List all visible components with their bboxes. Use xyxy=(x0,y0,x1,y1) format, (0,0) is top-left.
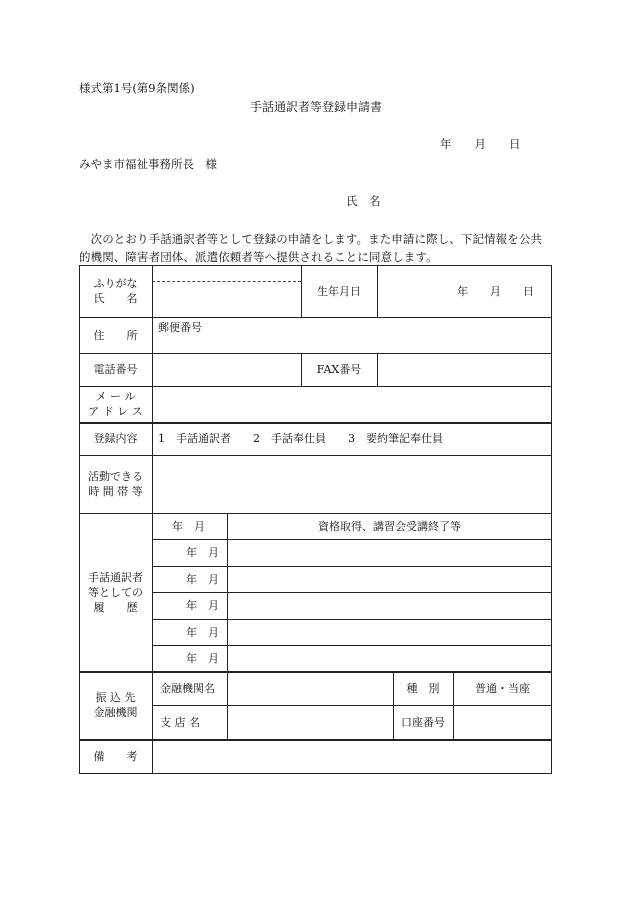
activity-time-label-line2: 時 間 帯 等 xyxy=(88,485,143,498)
account-type-field[interactable]: 普通・当座 xyxy=(475,681,530,695)
bank-label-line1: 振 込 先 xyxy=(95,691,136,704)
birthdate-label: 生年月日 xyxy=(317,284,361,298)
history-row-date[interactable]: 年 月 xyxy=(186,599,219,612)
consent-statement: 次のとおり手話通訳者等として登録の申請をします。また申請に際し、下記情報を公共的機関、障害者団体、派遣依頼者等へ提供されることに同意します。 xyxy=(79,232,543,264)
postal-code-label: 郵便番号 xyxy=(158,321,202,334)
email-field[interactable] xyxy=(152,386,552,422)
history-header-date: 年 月 xyxy=(172,519,205,533)
application-date: 年 月 日 xyxy=(440,137,521,151)
address-field[interactable] xyxy=(152,317,552,353)
phone-label: 電話番号 xyxy=(93,363,138,376)
branch-name-label: 支 店 名 xyxy=(160,715,200,729)
registration-label: 登録内容 xyxy=(93,432,138,445)
fax-field[interactable] xyxy=(377,353,552,386)
birthdate-field[interactable]: 年 月 日 xyxy=(457,284,534,298)
phone-field[interactable] xyxy=(152,353,301,386)
history-row-date[interactable]: 年 月 xyxy=(186,651,219,665)
document-title: 手話通訳者等登録申請書 xyxy=(250,100,383,114)
history-row-content[interactable] xyxy=(227,592,552,619)
remarks-field[interactable] xyxy=(152,739,552,774)
bank-label-cell xyxy=(79,671,152,739)
applicant-name-label: 氏 名 xyxy=(346,194,381,208)
account-number-label: 口座番号 xyxy=(401,715,445,729)
activity-time-label-cell xyxy=(79,455,152,513)
name-field[interactable] xyxy=(153,282,301,317)
bank-label-line2: 金融機関 xyxy=(93,706,138,719)
history-row-date[interactable]: 年 月 xyxy=(186,572,219,586)
name-label: 氏 名 xyxy=(93,292,138,305)
furigana-label: ふりがな xyxy=(93,277,138,290)
email-label-line2: ア ド レ ス xyxy=(88,405,143,418)
registration-options[interactable]: 1 手話通訳者 2 手話奉仕員 3 要約筆記奉仕員 xyxy=(158,432,443,445)
name-label-cell xyxy=(79,265,152,317)
email-label-cell xyxy=(79,386,152,422)
history-row-content[interactable] xyxy=(227,645,552,671)
history-header-content: 資格取得、講習会受講終了等 xyxy=(318,519,461,533)
history-row-content[interactable] xyxy=(227,619,552,645)
history-label-line2: 等としての xyxy=(88,585,143,599)
form-number: 様式第1号(第9条関係) xyxy=(79,81,195,95)
address-label: 住 所 xyxy=(93,328,138,342)
account-type-label: 種 別 xyxy=(406,681,440,695)
addressee: みやま市福祉事務所長 様 xyxy=(79,157,217,171)
history-label-line3: 履 歴 xyxy=(93,600,138,614)
history-row-content[interactable] xyxy=(227,566,552,592)
branch-name-field[interactable] xyxy=(227,705,393,739)
email-label-line1: メ ー ル xyxy=(95,390,136,403)
history-row-date[interactable]: 年 月 xyxy=(186,546,219,559)
activity-time-field[interactable] xyxy=(152,455,552,513)
furigana-field[interactable] xyxy=(153,266,301,281)
fax-label: FAX番号 xyxy=(316,363,362,376)
activity-time-label-line1: 活動できる xyxy=(88,470,143,483)
history-row-content[interactable] xyxy=(227,539,552,566)
history-label-line1: 手話通訳者 xyxy=(88,570,143,584)
history-row-date[interactable]: 年 月 xyxy=(186,625,219,639)
bank-name-label: 金融機関名 xyxy=(160,681,215,695)
remarks-label: 備 考 xyxy=(93,750,138,763)
account-number-field[interactable] xyxy=(453,705,552,739)
bank-name-field[interactable] xyxy=(227,671,393,705)
history-label-cell xyxy=(79,513,152,671)
